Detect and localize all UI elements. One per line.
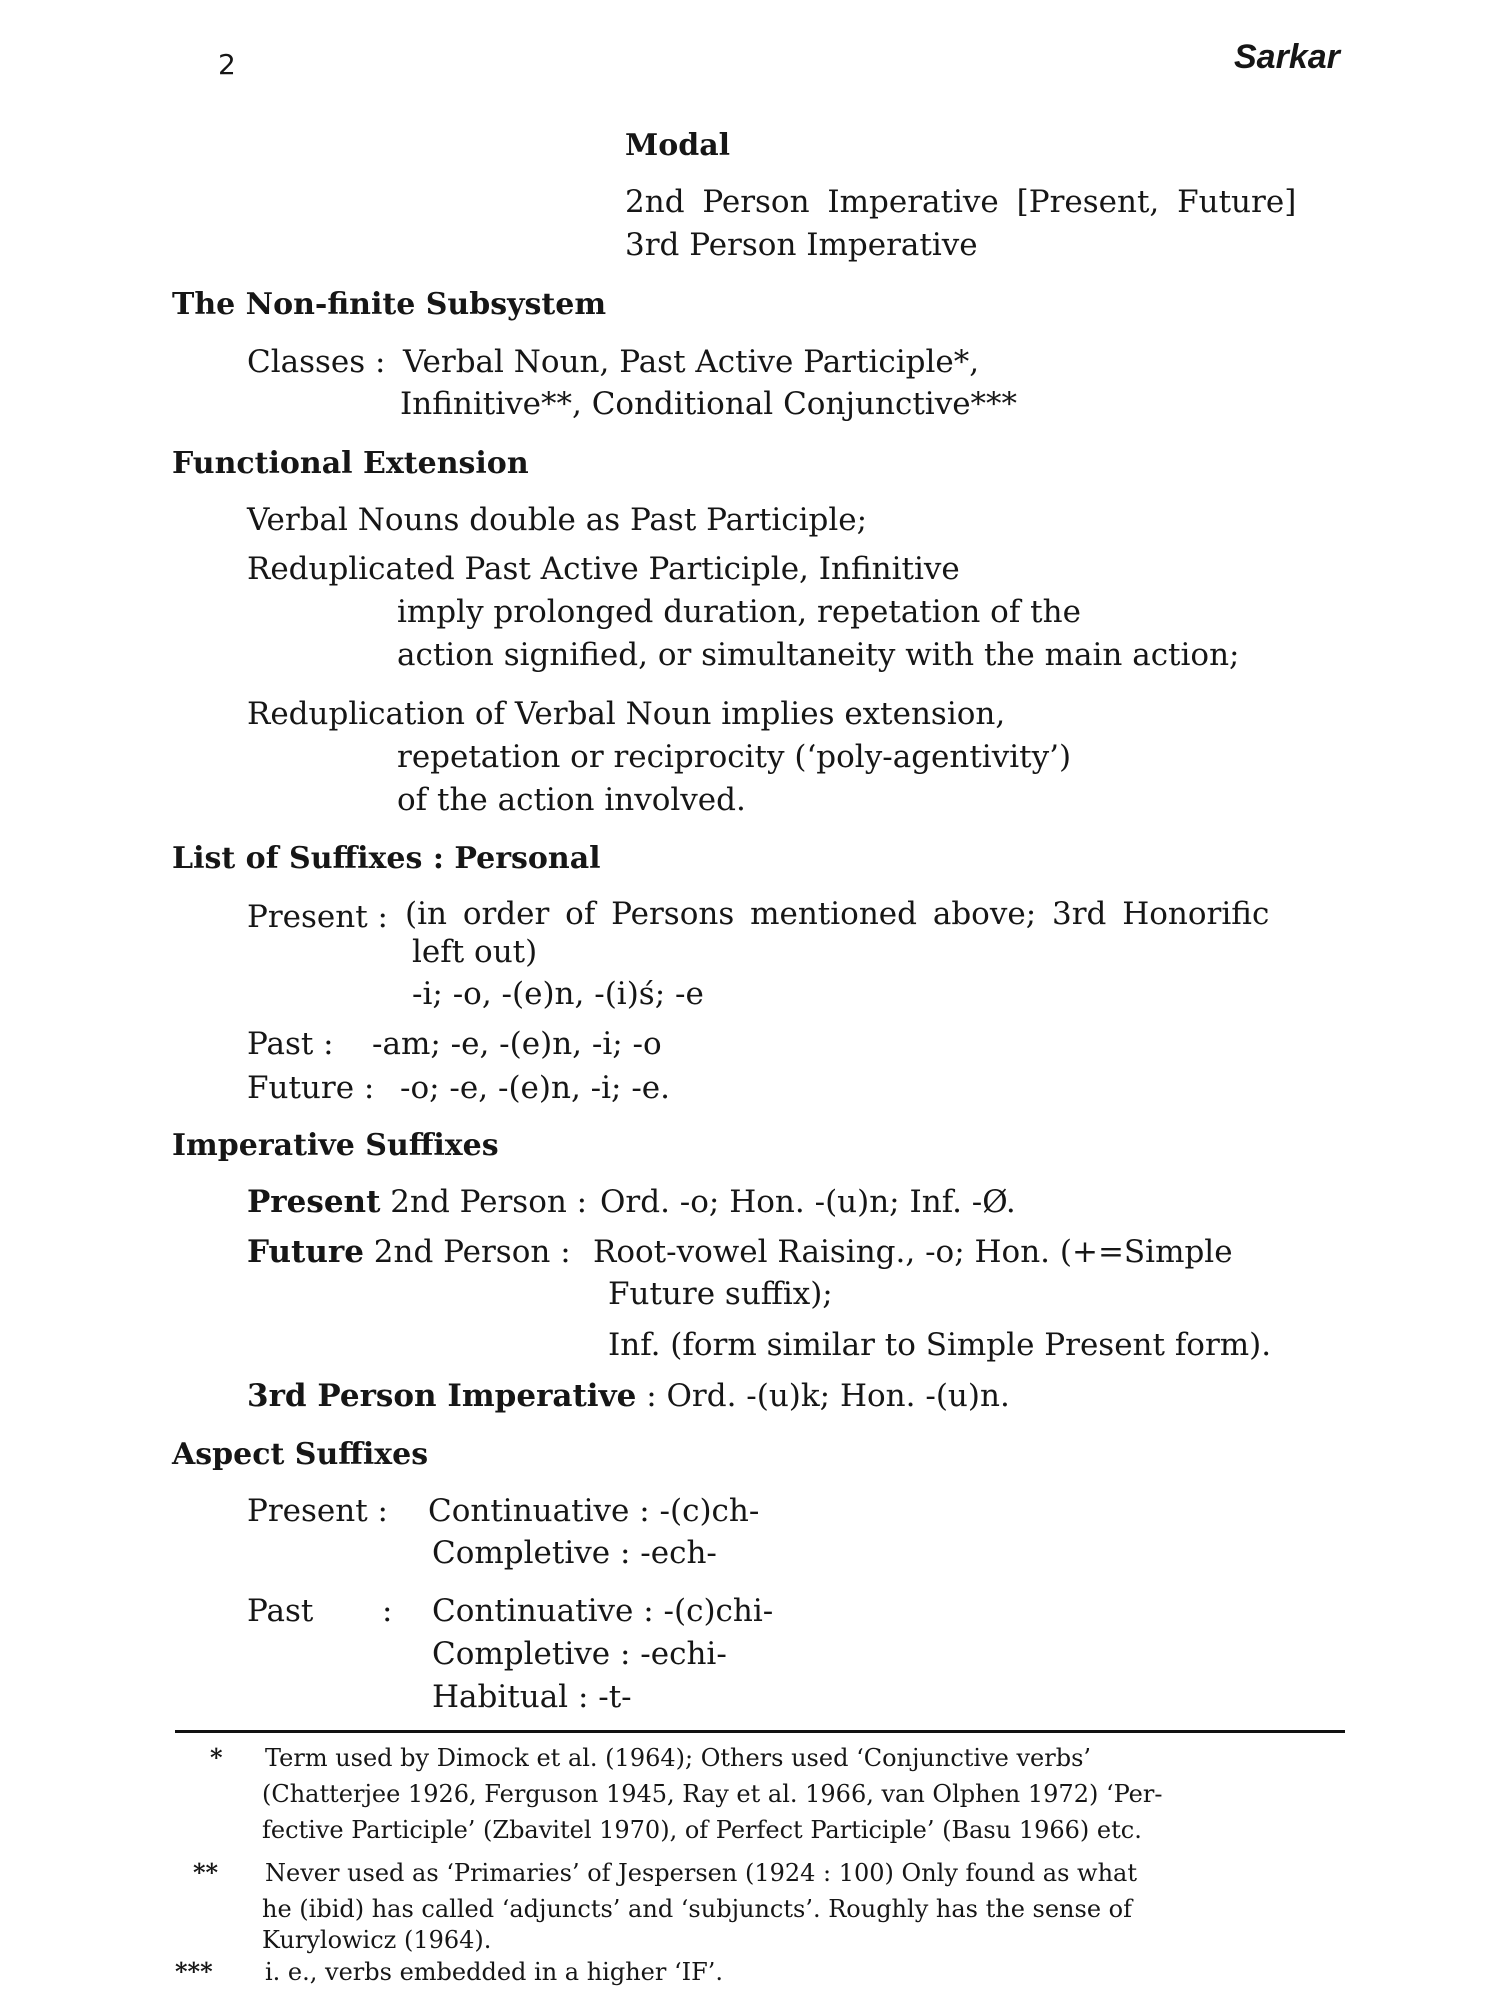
imperative-third-row — [247, 1378, 1010, 1414]
imperative-third-bold: 3rd Person Imperative — [247, 1378, 637, 1414]
imperative-present-label: 2nd Person : — [390, 1184, 588, 1220]
aspect-past-habitual: Habitual : -t- — [432, 1679, 632, 1715]
functional-item-3-line-2: repetation or reciprocity (‘poly-agentivity’) — [397, 739, 1072, 775]
aspect-past-continuative: Continuative : -(c)chi- — [432, 1593, 774, 1629]
footnote-3-line-1: i. e., verbs embedded in a higher ‘IF’. — [265, 1958, 723, 1986]
modal-line-2: 3rd Person Imperative — [625, 227, 978, 263]
imperative-present-row — [247, 1184, 587, 1220]
personal-present-label: Present : — [247, 899, 388, 935]
classes-label: Classes : — [247, 344, 386, 380]
footnote-1-line-2: (Chatterjee 1926, Ferguson 1945, Ray et al. 1966, van Olphen 1972) ‘Per- — [262, 1780, 1163, 1808]
modal-line-1: 2nd Person Imperative [Present, Future] — [625, 184, 1297, 220]
footnote-3-marker: *** — [175, 1957, 213, 1986]
aspect-present-continuative: Continuative : -(c)ch- — [428, 1493, 760, 1529]
personal-past-forms: -am; -e, -(e)n, -i; -o — [372, 1026, 662, 1062]
imperative-third-forms: : Ord. -(u)k; Hon. -(u)n. — [646, 1378, 1010, 1414]
imperative-present-forms: Ord. -o; Hon. -(u)n; Inf. -Ø. — [600, 1184, 1016, 1220]
functional-item-2-line-1: Reduplicated Past Active Participle, Infinitive — [247, 551, 960, 587]
imperative-future-label: 2nd Person : — [373, 1234, 571, 1270]
functional-item-1: Verbal Nouns double as Past Participle; — [247, 502, 868, 538]
personal-present-note-1: (in order of Persons mentioned above; 3rd Honorific — [405, 896, 1270, 932]
personal-present-note-2: left out) — [412, 934, 538, 970]
aspect-past-completive: Completive : -echi- — [432, 1636, 727, 1672]
footnote-2-line-1: Never used as ‘Primaries’ of Jespersen (1924 : 100) Only found as what — [265, 1859, 1137, 1887]
footnote-1-line-3: fective Participle’ (Zbavitel 1970), of Perfect Participle’ (Basu 1966) etc. — [262, 1816, 1142, 1844]
imperative-future-bold: Future — [247, 1234, 364, 1270]
classes-line-1: Verbal Noun, Past Active Participle*, — [403, 344, 980, 380]
imperative-future-line-2: Future suffix); — [608, 1276, 833, 1312]
personal-future-forms: -o; -e, -(e)n, -i; -e. — [400, 1070, 671, 1106]
imperative-future-row — [247, 1234, 571, 1270]
personal-present-forms: -i; -o, -(e)n, -(i)ś; -e — [412, 976, 704, 1012]
aspect-present-completive: Completive : -ech- — [432, 1535, 717, 1571]
page-number: 2 — [218, 48, 236, 81]
modal-heading: Modal — [625, 128, 731, 163]
footnote-1-marker: * — [210, 1743, 223, 1772]
functional-item-3-line-1: Reduplication of Verbal Noun implies extension, — [247, 696, 1006, 732]
footnote-1-line-1: Term used by Dimock et al. (1964); Others used ‘Conjunctive verbs’ — [265, 1744, 1092, 1772]
personal-past-label: Past : — [247, 1026, 334, 1062]
aspect-heading: Aspect Suffixes — [172, 1437, 429, 1472]
aspect-present-label: Present : — [247, 1493, 388, 1529]
personal-heading: List of Suffixes : Personal — [172, 841, 601, 876]
functional-heading: Functional Extension — [172, 446, 529, 481]
functional-item-3-line-3: of the action involved. — [397, 782, 746, 818]
personal-future-label: Future : — [247, 1070, 375, 1106]
aspect-past-colon: : — [382, 1593, 393, 1629]
footnote-2-marker: ** — [193, 1858, 219, 1887]
footnote-rule — [175, 1730, 1345, 1733]
footnote-2-line-2: he (ibid) has called ‘adjuncts’ and ‘subjuncts’. Roughly has the sense of — [262, 1895, 1132, 1923]
imperative-future-line-3: Inf. (form similar to Simple Present form). — [608, 1327, 1272, 1363]
nonfinite-heading: The Non-finite Subsystem — [172, 287, 607, 322]
imperative-present-bold: Present — [247, 1184, 381, 1220]
imperative-future-line-1: Root-vowel Raising., -o; Hon. (+=Simple — [593, 1234, 1233, 1270]
functional-item-2-line-3: action signified, or simultaneity with the main action; — [397, 637, 1240, 673]
functional-item-2-line-2: imply prolonged duration, repetation of the — [397, 594, 1081, 630]
footnote-2-line-3: Kurylowicz (1964). — [262, 1926, 492, 1954]
running-head: Sarkar — [1234, 38, 1340, 76]
imperative-heading: Imperative Suffixes — [172, 1128, 499, 1163]
classes-line-2: Infinitive**, Conditional Conjunctive*** — [400, 386, 1018, 422]
aspect-past-label: Past — [247, 1593, 314, 1629]
